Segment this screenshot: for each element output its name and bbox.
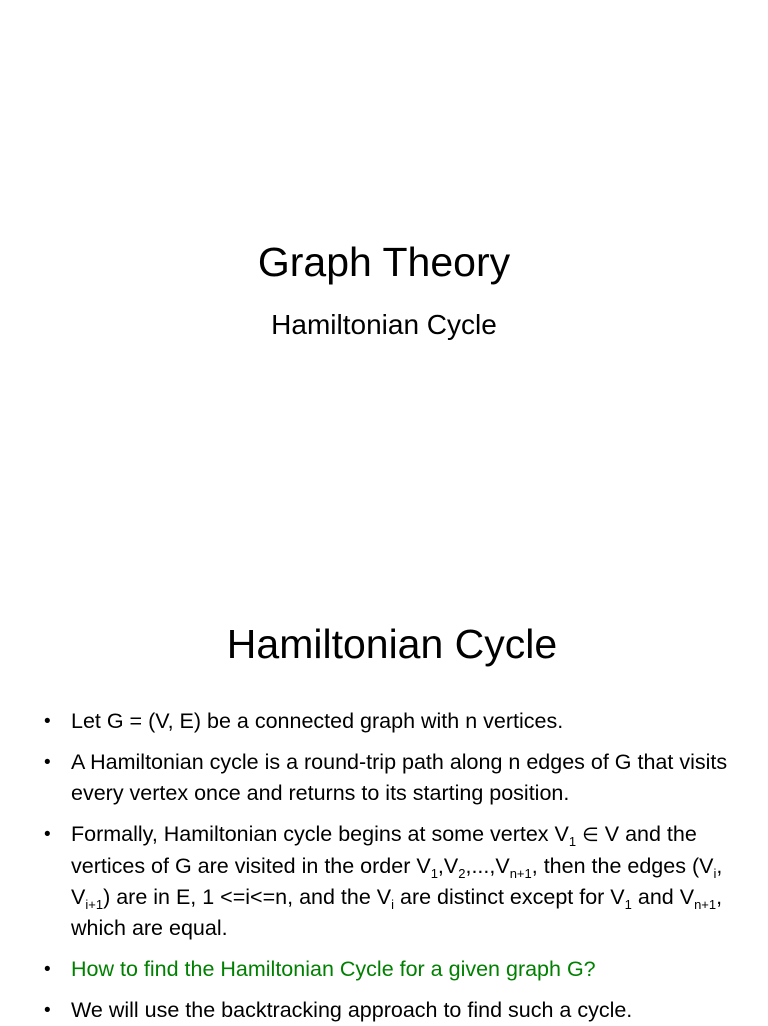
- bullet-question-text: How to find the Hamiltonian Cycle for a given graph G?: [71, 957, 596, 981]
- text-run: ) are in E, 1 <=i<=n, and the V: [103, 885, 392, 909]
- subscript: 1: [430, 866, 438, 881]
- slide-title: Graph Theory: [257, 239, 511, 285]
- text-run: , which are equal.: [71, 885, 723, 940]
- bullet-text: [71, 822, 722, 940]
- text-run: V and the vertices of G are visited in the order V: [71, 822, 697, 878]
- bullet-icon: •: [44, 711, 51, 732]
- subscript: i: [391, 897, 395, 912]
- slide-subtitle: Hamiltonian Cycle: [271, 309, 497, 340]
- subscript: 2: [458, 866, 466, 881]
- bullet-text: A Hamiltonian cycle is a round-trip path along n edges of G that visits every vertex once and returns to its starting position.: [71, 750, 728, 805]
- slide-heading: Hamiltonian Cycle: [226, 621, 558, 667]
- text-run: ,V: [437, 854, 459, 878]
- bullet-icon: •: [44, 1000, 51, 1021]
- bullet-item: [44, 954, 744, 985]
- subscript: 1: [568, 834, 577, 849]
- bullet-item: [44, 819, 744, 944]
- element-of-icon: ∈: [576, 824, 605, 846]
- bullet-item: [44, 995, 744, 1026]
- subscript: i+1: [85, 897, 104, 912]
- bullet-text: Let G = (V, E) be a connected graph with n vertices.: [71, 709, 564, 733]
- bullet-item: [44, 706, 744, 737]
- text-run: Formally, Hamiltonian cycle begins at some vertex V: [71, 822, 569, 846]
- subscript: n+1: [509, 866, 532, 881]
- text-run: , then the edges (V: [531, 854, 714, 878]
- bullet-item: [44, 747, 744, 809]
- text-run: and V: [631, 885, 695, 909]
- subscript: n+1: [694, 897, 717, 912]
- bullet-text: We will use the backtracking approach to find such a cycle.: [71, 998, 633, 1022]
- content-slide: [0, 512, 768, 1024]
- subscript: i: [713, 866, 717, 881]
- bullet-list: [44, 706, 744, 1026]
- title-slide: [0, 0, 768, 512]
- bullet-icon: •: [44, 752, 51, 773]
- text-run: ,...,V: [465, 854, 510, 878]
- bullet-icon: •: [44, 959, 51, 980]
- subscript: 1: [624, 897, 632, 912]
- text-run: , V: [71, 854, 723, 909]
- bullet-icon: •: [44, 824, 51, 845]
- text-run: are distinct except for V: [394, 885, 625, 909]
